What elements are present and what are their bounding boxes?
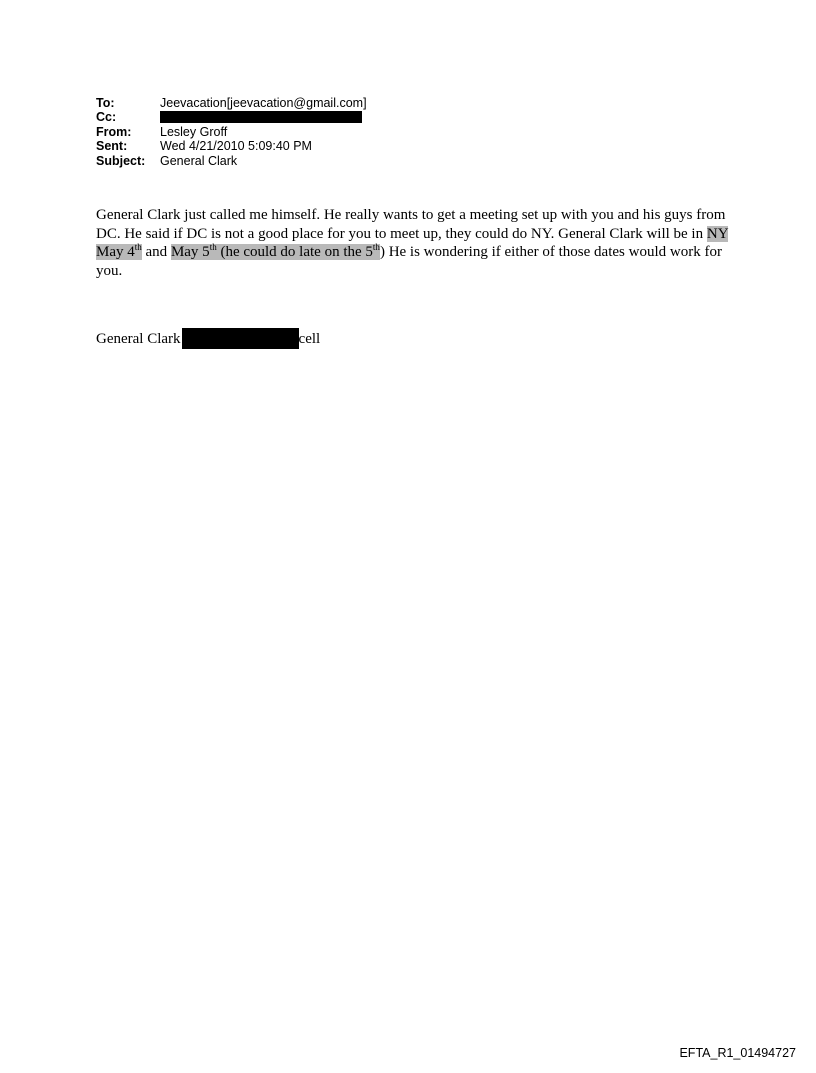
to-row xyxy=(96,96,367,110)
highlight-2-text-a: May 5 xyxy=(170,244,210,260)
closing-paren: ) xyxy=(379,244,385,260)
highlight-2-sup-b: th xyxy=(372,242,380,252)
from-label: From: xyxy=(96,124,132,139)
subject-row xyxy=(96,154,367,168)
body-text-1: General Clark just called me himself. He really wants to get a meeting set up with you and his guys from DC. He said if DC is not a good place for you to meet up, they could do NY. General Clark will be in xyxy=(96,207,726,242)
body-paragraph xyxy=(96,206,736,280)
to-value: Jeevacation[jeevacation@gmail.com] xyxy=(160,96,367,110)
and-text: and xyxy=(141,244,171,260)
sent-label: Sent: xyxy=(96,139,128,154)
sent-row xyxy=(96,139,367,153)
signature-name: General Clark xyxy=(96,330,181,347)
sent-value: Wed 4/21/2010 5:09:40 PM xyxy=(160,139,312,154)
to-label: To: xyxy=(96,96,115,110)
signature-line xyxy=(96,328,320,349)
body-text-2: He is wondering if either of those dates would work for you. xyxy=(96,244,722,279)
from-value: Lesley Groff xyxy=(160,124,228,139)
cell-suffix: cell xyxy=(298,330,321,347)
document-id: EFTA_R1_01494727 xyxy=(679,1046,796,1060)
cc-label: Cc: xyxy=(96,110,117,125)
highlight-1-sup: th xyxy=(134,242,142,252)
highlight-2-sup-a: th xyxy=(209,242,217,252)
subject-label: Subject: xyxy=(96,153,146,168)
from-row xyxy=(96,125,367,139)
cc-row xyxy=(96,110,367,124)
phone-redaction xyxy=(182,328,299,349)
email-header xyxy=(96,96,367,168)
highlight-1-text: NY May 4 xyxy=(96,225,728,260)
cc-redaction xyxy=(160,111,362,123)
subject-value: General Clark xyxy=(160,153,238,168)
highlight-may-5 xyxy=(171,244,380,260)
email-body xyxy=(96,206,736,280)
highlight-2-text-b: (he could do late on the 5 xyxy=(216,244,373,260)
